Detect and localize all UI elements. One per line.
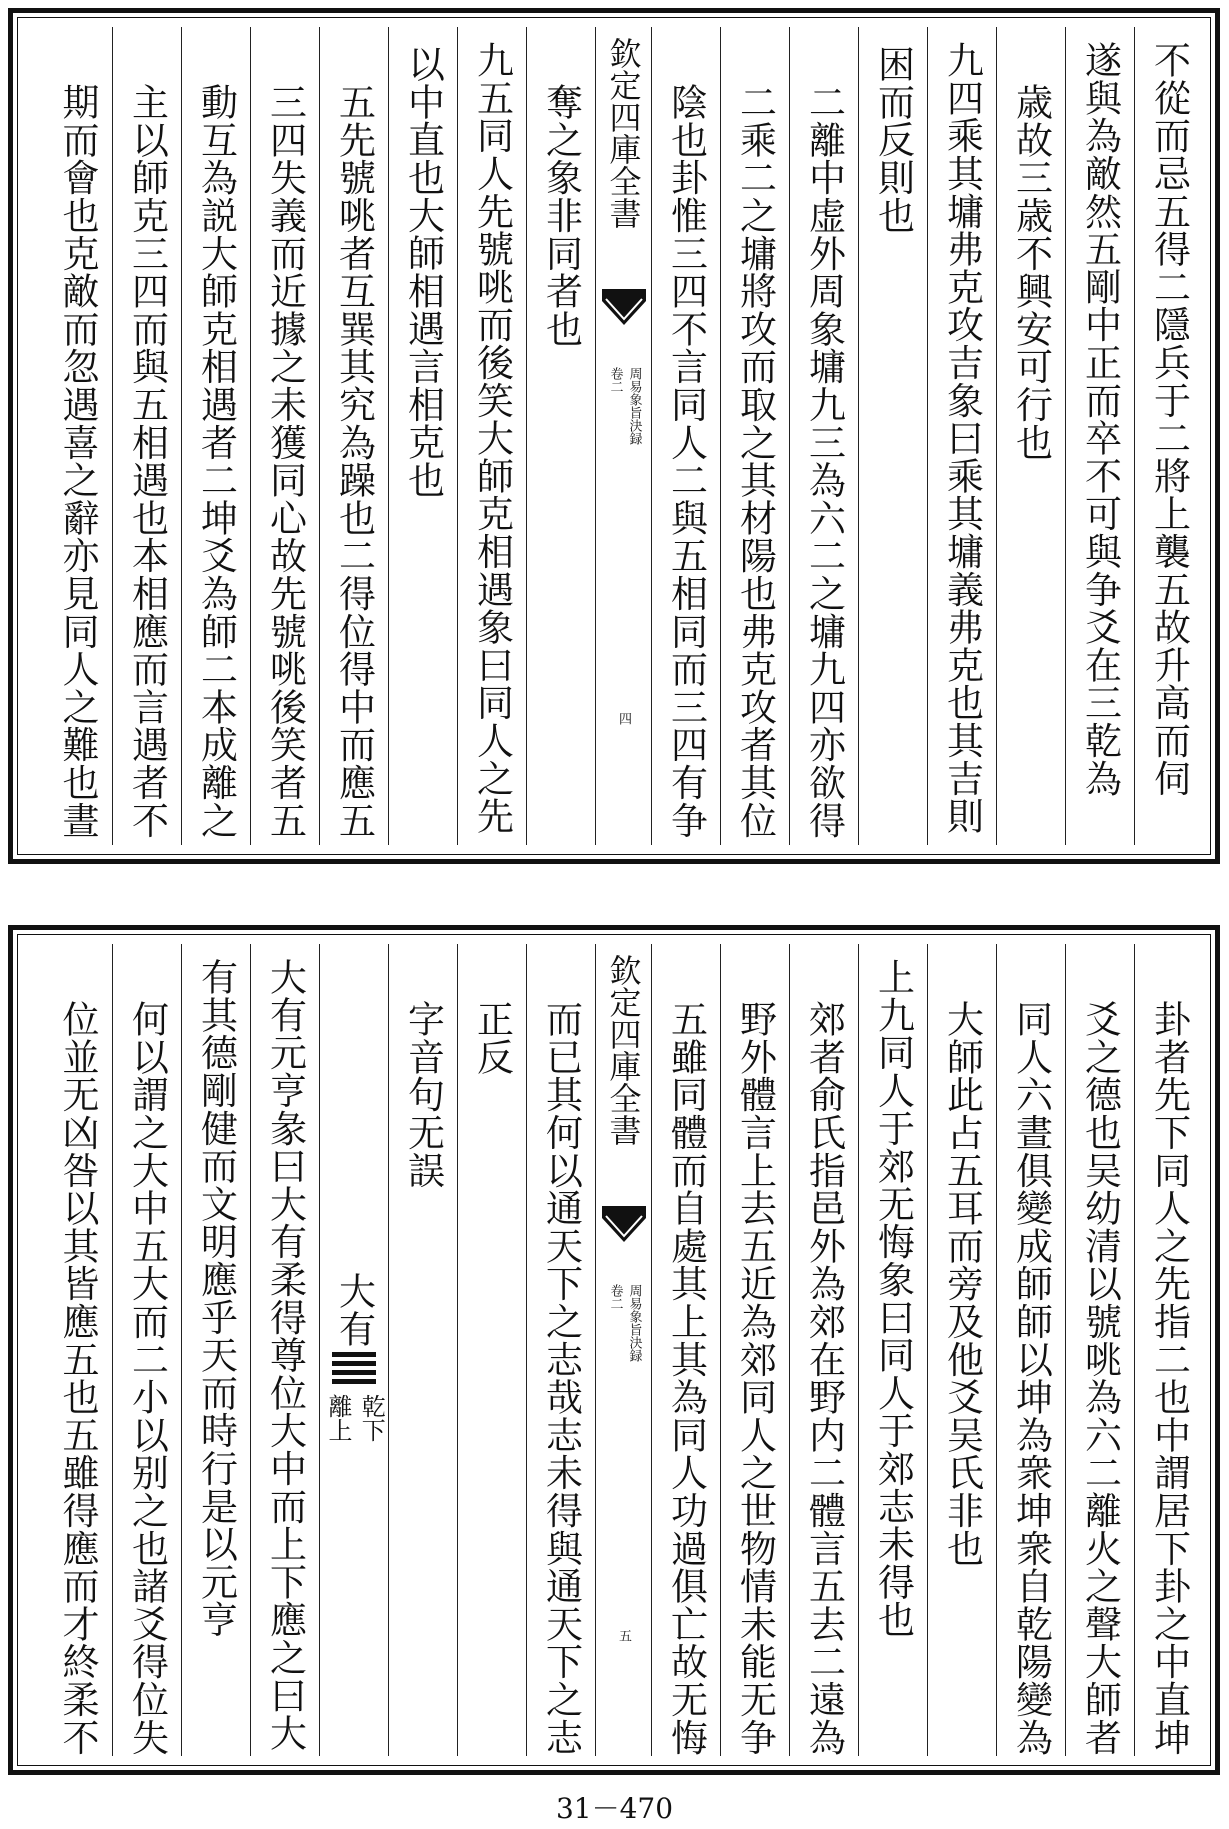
text-column [112,944,181,1756]
column-text: 二離中虚外周象墉九三為六二之墉九四亦欲得 [802,83,846,839]
volume-label: 卷二 [607,1284,623,1310]
book-title: 周易象旨決録 [626,367,642,445]
fish-tail-mark-icon [602,1206,646,1246]
column-text: 陰也卦惟三四不言同人二與五相同而三四有争 [664,83,708,839]
text-column [858,27,927,845]
text-column [789,944,858,1756]
column-text: 困而反則也 [871,45,915,234]
volume-label: 卷二 [607,367,623,393]
column-text: 爻之德也吴幼清以號咷為六二離火之聲大師者 [1078,1000,1122,1756]
hexagram-da-you-icon [332,1352,376,1384]
column-text: 卦者先下同人之先指二也中謂居下卦之中直坤 [1147,1000,1191,1756]
column-text: 歳故三歳不興安可行也 [1009,83,1053,461]
text-column [927,27,996,845]
folio-number: 四 [616,712,631,725]
column-text: 同人六晝俱變成師師以坤為衆坤衆自乾陽變為 [1009,1000,1053,1756]
text-column [927,944,996,1756]
text-column [651,27,720,845]
column-text: 九五同人先號咷而後笑大師克相遇象曰同人之先 [470,41,514,835]
fish-tail-mark-icon [602,289,646,329]
text-column [319,27,388,845]
top-page-frame [8,8,1220,864]
column-text: 九四乘其墉弗克攻吉象曰乘其墉義弗克也其吉則 [940,41,984,835]
center-meta [607,367,641,445]
column-text: 字音句无誤 [401,1000,445,1189]
folio-number: 五 [616,1629,631,1642]
column-text: 三四失義而近據之未獲同心故先號咷後笑者五 [263,83,307,839]
trigram-labels [324,1393,386,1442]
text-column [457,944,526,1756]
text-column [858,944,927,1756]
text-column [789,27,858,845]
column-text: 野外體言上去五近為郊同人之世物情未能无争 [733,1000,777,1756]
text-column [526,27,595,845]
text-column [1065,27,1134,845]
text-column [181,944,250,1756]
column-text: 有其德剛健而文明應乎天而時行是以元亨 [194,958,238,1639]
column-text: 大師此占五耳而旁及他爻吴氏非也 [940,1000,984,1567]
column-text: 奪之象非同者也 [539,83,583,348]
column-text: 正反 [470,1000,514,1076]
text-column [181,27,250,845]
column-text: 五先號咷者互巽其究為躁也二得位得中而應五 [332,83,376,839]
column-text: 不從而忌五得二隱兵于二將上襲五故升高而伺 [1147,41,1191,797]
column-text: 主以師克三四而與五相遇也本相應而言遇者不 [125,83,169,839]
hexagram-name: 大有 [332,1272,376,1348]
column-text: 以中直也大師相遇言相克也 [401,45,445,499]
text-column [112,27,181,845]
text-column [1134,27,1203,845]
collection-title: 欽定四庫全書 [604,37,643,229]
collection-title: 欽定四庫全書 [604,954,643,1146]
top-page-columns [25,27,1203,845]
column-text: 遂與為敵然五剛中正而卒不可與争爻在三乾為 [1078,41,1122,797]
column-text: 五雖同體而自處其上其為同人功過俱亡故无悔 [664,1000,708,1756]
book-title: 周易象旨決録 [626,1284,642,1362]
column-text: 動互為説大師克相遇者二坤爻為師二本成離之 [194,83,238,839]
text-column [388,27,457,845]
text-column [1134,944,1203,1756]
upper-trigram-label: 離上 [324,1393,352,1442]
text-column [457,27,526,845]
text-column [1065,944,1134,1756]
page-reference-number: 31－470 [555,1792,674,1825]
column-text: 上九同人于郊无悔象曰同人于郊志未得也 [871,958,915,1639]
center-meta [607,1284,641,1362]
column-text: 期而會也克敵而忽遇喜之辭亦見同人之難也晝 [56,83,99,839]
column-text: 位並无凶咎以其皆應五也五雖得應而才終柔不 [56,1000,99,1756]
column-text: 何以謂之大中五大而二小以别之也諸爻得位失 [125,1000,169,1756]
text-column [250,27,319,845]
center-fold-column [595,27,651,845]
text-column [43,944,112,1756]
text-column [651,944,720,1756]
text-column [526,944,595,1756]
lower-trigram-label: 乾下 [357,1393,386,1442]
bottom-page-columns [25,944,1203,1756]
text-column [996,944,1065,1756]
column-text: 二乘二之墉將攻而取之其材陽也弗克攻者其位 [733,83,777,839]
column-text: 郊者俞氏指邑外為郊在野内二體言五去二遠為 [802,1000,846,1756]
text-column [720,27,789,845]
bottom-page-frame [8,925,1220,1775]
text-column [43,27,112,845]
column-text: 大有元亨彖曰大有柔得尊位大中而上下應之曰大 [263,958,307,1752]
text-column [388,944,457,1756]
hexagram-heading-column [319,944,388,1756]
column-text: 而已其何以通天下之志哉志未得與通天下之志 [539,1000,583,1756]
text-column [250,944,319,1756]
center-fold-column [595,944,651,1756]
text-column [720,944,789,1756]
text-column [996,27,1065,845]
